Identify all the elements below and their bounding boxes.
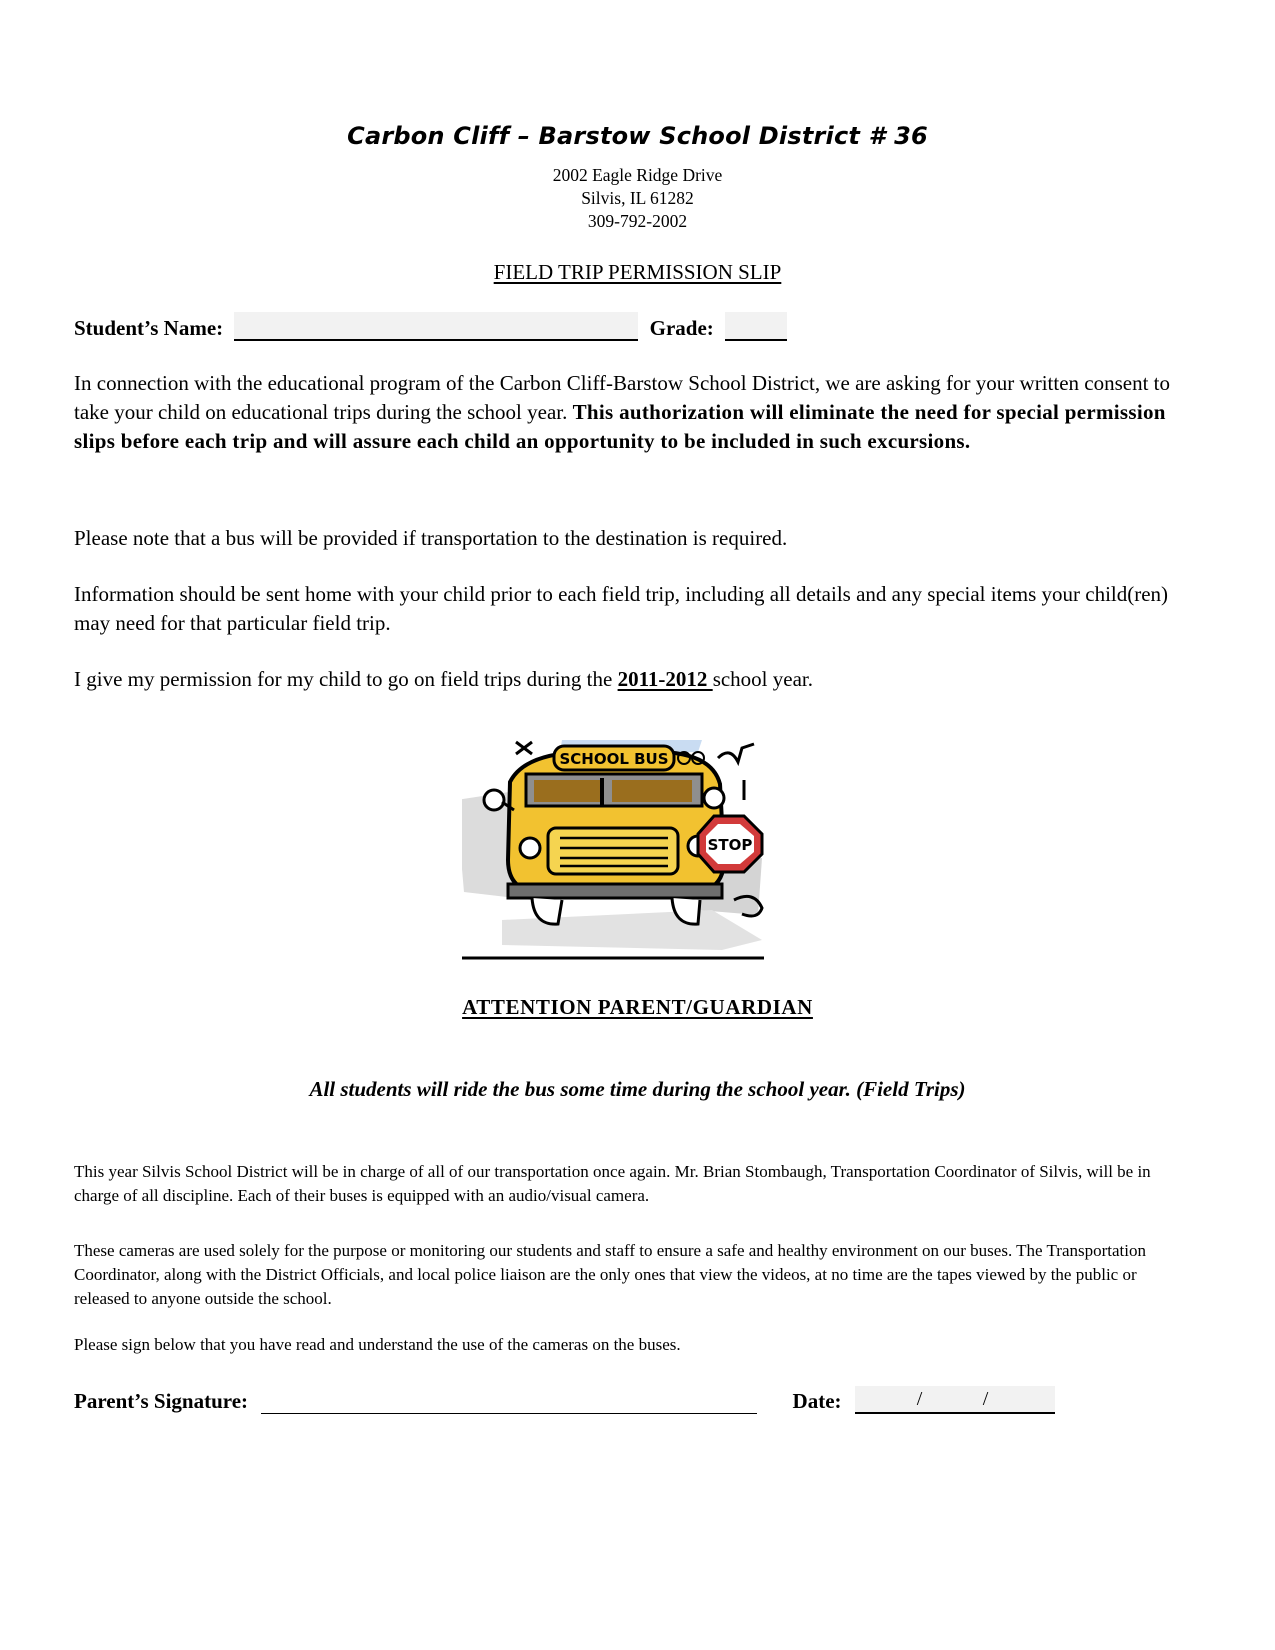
date-separator: / [916, 1388, 923, 1410]
school-year: 2011-2012 [617, 667, 713, 691]
student-name-field[interactable] [234, 312, 638, 341]
transportation-paragraph: This year Silvis School District will be in charge of all of our transportation once again. Mr. Brian Stombaugh, Transportation Coordinator of Silvis, will be in charge of all discipline. Each of their buses is equipped with an audio/visual camera. [74, 1162, 1151, 1205]
address-street: 2002 Eagle Ridge Drive [552, 165, 723, 185]
bus-note-paragraph: Please note that a bus will be provided if transportation to the destination is required. [74, 526, 788, 550]
school-bus-clipart [462, 740, 802, 962]
parent-signature-field[interactable] [261, 1393, 757, 1414]
attention-heading: ATTENTION PARENT/GUARDIAN [462, 995, 813, 1019]
camera-paragraph: These cameras are used solely for the purpose or monitoring our students and staff to ensure a safe and healthy environment on our buses. The Transportation Coordinator, along with the District Officials, and local police liaison are the only ones that view the videos, at no time are the tapes viewed by the public or released to anyone outside the school. [74, 1241, 1146, 1308]
date-separator: / [982, 1388, 989, 1410]
bus-sign-text: SCHOOL BUS [559, 750, 669, 768]
permission-statement: I give my permission for my child to go on field trips during the 2011-2012 school year. [74, 667, 813, 691]
date-field[interactable] [855, 1386, 1055, 1414]
address-phone: 309-792-2002 [587, 211, 688, 231]
form-title: FIELD TRIP PERMISSION SLIP [493, 260, 782, 284]
district-title: Carbon Cliff – Barstow School District # 36 [347, 122, 928, 150]
stop-sign-text: STOP [707, 836, 753, 854]
sign-instruction: Please sign below that you have read and understand the use of the cameras on the buses. [74, 1335, 681, 1354]
student-row [74, 312, 787, 341]
student-name-label: Student’s Name: [74, 316, 224, 340]
date-label: Date: [792, 1389, 842, 1413]
signature-row [74, 1386, 1055, 1414]
authorization-bold-text: This authorization will eliminate the need for special permission slips before each trip and will assure each child an opportunity to be included in such excursions. [74, 400, 1166, 453]
grade-field[interactable] [725, 312, 787, 341]
consent-paragraph: In connection with the educational program of the Carbon Cliff-Barstow School District, we are asking for your written consent to take your child on educational trips during the school year. This authorization will eliminate the need for special permission slips before each trip and will assure each child an opportunity to be included in such excursions. [74, 371, 1170, 453]
address-city: Silvis, IL 61282 [581, 188, 694, 208]
bus-ride-note: All students will ride the bus some time during the school year. (Field Trips) [309, 1077, 966, 1101]
information-paragraph: Information should be sent home with your child prior to each field trip, including all details and any special items your child(ren) may need for that particular field trip. [74, 582, 1169, 635]
parent-signature-label: Parent’s Signature: [74, 1389, 249, 1413]
grade-label: Grade: [649, 316, 714, 340]
